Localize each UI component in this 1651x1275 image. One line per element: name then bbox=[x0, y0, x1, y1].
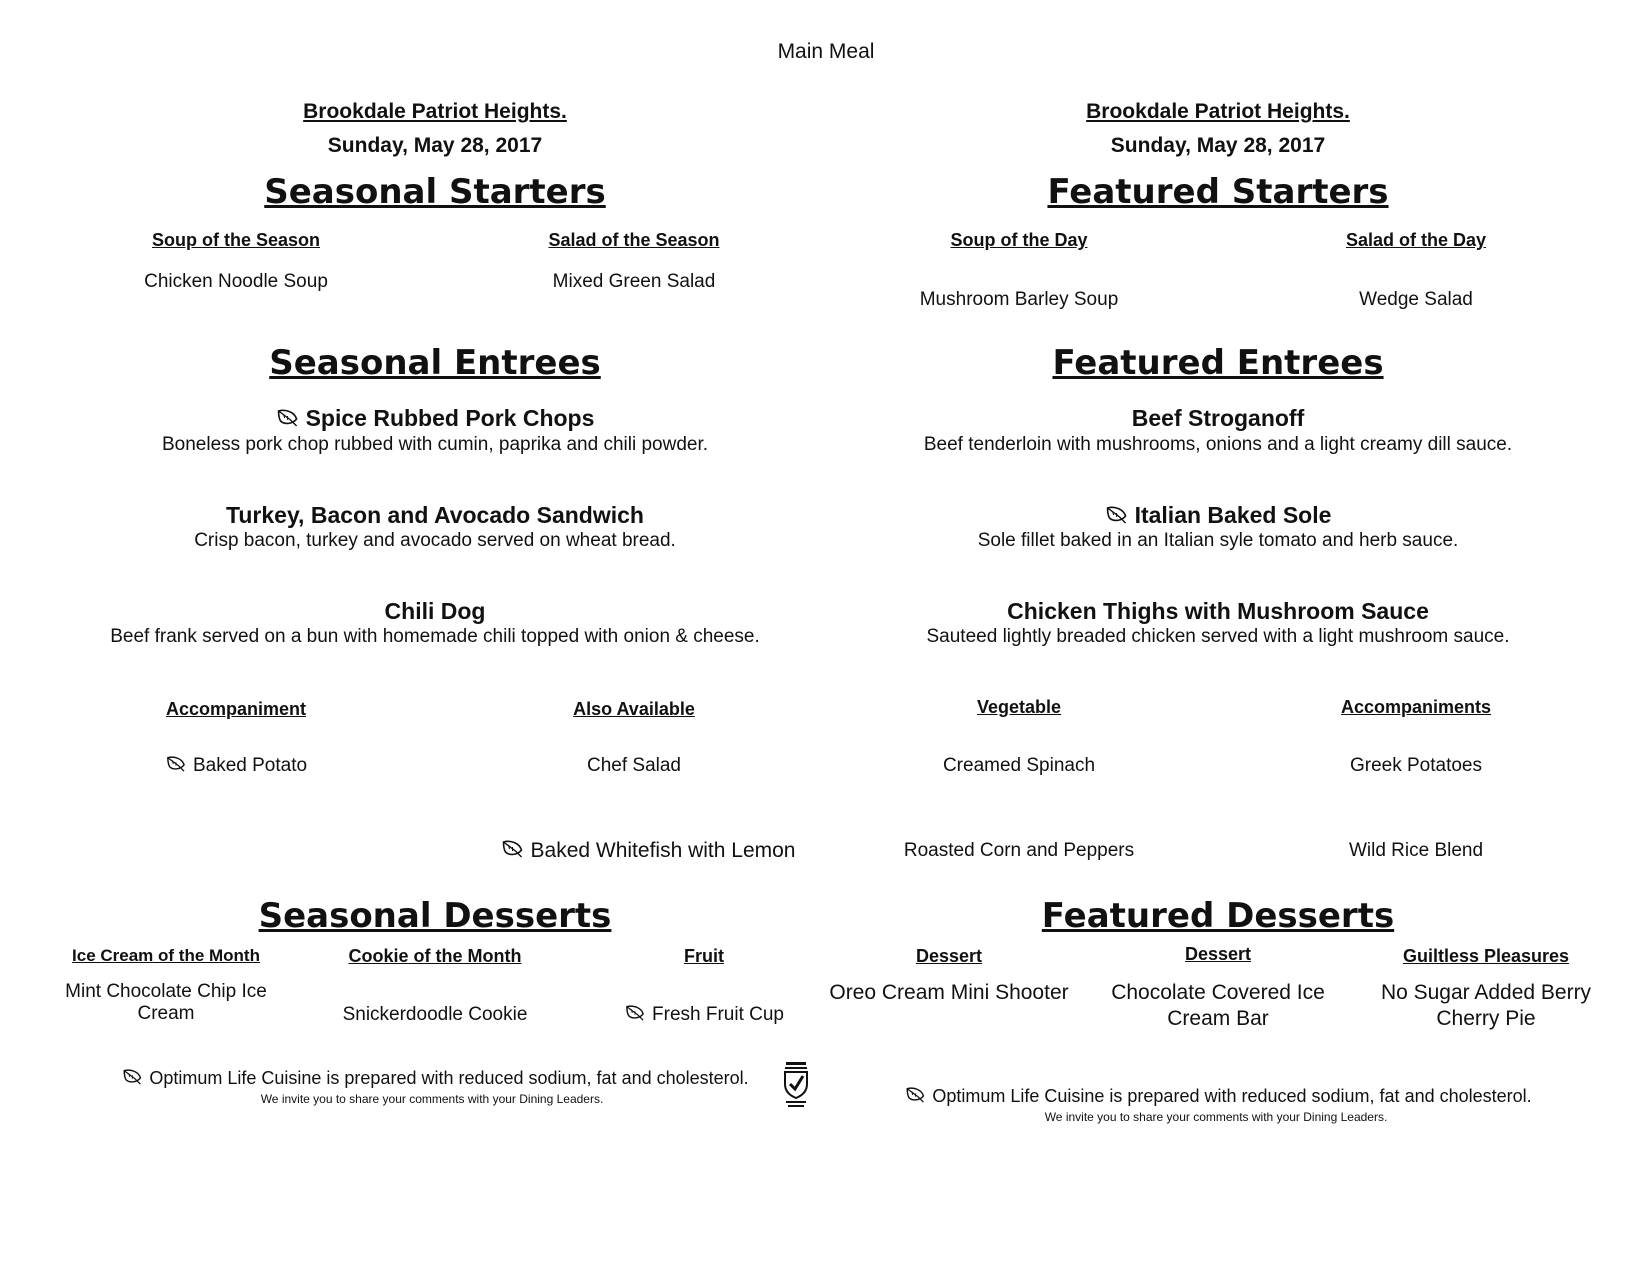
invite-left: We invite you to share your comments with your Dining Leaders. bbox=[260, 1092, 604, 1106]
vegetable-item: Creamed Spinach bbox=[942, 755, 1096, 776]
leaf-icon bbox=[624, 1004, 646, 1022]
accompaniment-heading: Accompaniment bbox=[165, 699, 307, 719]
leaf-icon bbox=[121, 1068, 143, 1086]
accompaniment-item bbox=[165, 755, 307, 777]
cookie-item: Snickerdoodle Cookie bbox=[342, 1004, 528, 1025]
fruit-item bbox=[624, 1004, 784, 1026]
extra-item-text: Baked Whitefish with Lemon bbox=[530, 839, 796, 862]
menu-date-left: Sunday, May 28, 2017 bbox=[327, 134, 543, 157]
soup-of-season-heading: Soup of the Season bbox=[151, 230, 321, 250]
also-available-heading: Also Available bbox=[573, 699, 695, 719]
leaf-icon bbox=[501, 839, 525, 859]
featured-entrees-heading: Featured Entrees bbox=[1052, 343, 1384, 383]
seasonal-starters-heading: Seasonal Starters bbox=[264, 172, 606, 212]
salad-of-season-heading: Salad of the Season bbox=[548, 230, 720, 250]
seasonal-desserts-heading: Seasonal Desserts bbox=[258, 896, 612, 936]
footnote-right-text: Optimum Life Cuisine is prepared with reduced sodium, fat and cholesterol. bbox=[932, 1086, 1532, 1106]
leaf-icon bbox=[165, 755, 187, 773]
dessert-item: Chocolate Covered Ice Cream Bar bbox=[1111, 981, 1325, 1030]
invite-right: We invite you to share your comments with your Dining Leaders. bbox=[1044, 1110, 1388, 1124]
fruit-heading: Fruit bbox=[684, 946, 724, 966]
entree-name: Chili Dog bbox=[384, 598, 486, 624]
entree-name bbox=[1105, 502, 1332, 529]
extra-item bbox=[501, 839, 796, 863]
page-title: Main Meal bbox=[777, 40, 875, 63]
entree-name: Chicken Thighs with Mushroom Sauce bbox=[1007, 598, 1429, 624]
footnote-left-text: Optimum Life Cuisine is prepared with reduced sodium, fat and cholesterol. bbox=[149, 1068, 749, 1088]
menu-badge-icon bbox=[782, 1062, 810, 1108]
dessert-heading: Dessert bbox=[915, 946, 983, 966]
salad-of-season-item: Mixed Green Salad bbox=[552, 271, 716, 292]
ice-cream-heading: Ice Cream of the Month bbox=[72, 946, 260, 965]
entree-description: Sole fillet baked in an Italian syle tomato and herb sauce. bbox=[977, 530, 1459, 551]
entree-description: Beef frank served on a bun with homemade chili topped with onion & cheese. bbox=[110, 626, 760, 647]
accompaniments-item: Wild Rice Blend bbox=[1348, 840, 1484, 861]
salad-of-day-heading: Salad of the Day bbox=[1345, 230, 1487, 250]
venue-name-left: Brookdale Patriot Heights. bbox=[303, 100, 567, 123]
guiltless-pleasures-heading: Guiltless Pleasures bbox=[1402, 946, 1570, 966]
entree-name-text: Italian Baked Sole bbox=[1134, 502, 1332, 528]
entree-description: Crisp bacon, turkey and avocado served on wheat bread. bbox=[194, 530, 676, 551]
cookie-heading: Cookie of the Month bbox=[348, 946, 522, 966]
accompaniment-item-text: Baked Potato bbox=[192, 755, 308, 776]
leaf-icon bbox=[276, 408, 300, 428]
leaf-icon bbox=[904, 1086, 926, 1104]
menu-date-right: Sunday, May 28, 2017 bbox=[1110, 134, 1326, 157]
featured-desserts-heading: Featured Desserts bbox=[1041, 896, 1395, 936]
entree-description: Sauteed lightly breaded chicken served with a light mushroom sauce. bbox=[926, 626, 1510, 647]
ice-cream-item: Mint Chocolate Chip Ice Cream bbox=[65, 981, 267, 1024]
entree-description: Boneless pork chop rubbed with cumin, paprika and chili powder. bbox=[161, 434, 709, 455]
also-available-item: Chef Salad bbox=[586, 755, 682, 776]
entree-name: Turkey, Bacon and Avocado Sandwich bbox=[226, 502, 644, 528]
footnote-right bbox=[904, 1086, 1531, 1107]
venue-name-right: Brookdale Patriot Heights. bbox=[1086, 100, 1350, 123]
accompaniments-item: Greek Potatoes bbox=[1349, 755, 1483, 776]
dessert-heading: Dessert bbox=[1184, 944, 1252, 964]
entree-name bbox=[276, 405, 595, 432]
accompaniments-heading: Accompaniments bbox=[1340, 697, 1492, 717]
fruit-item-text: Fresh Fruit Cup bbox=[652, 1004, 784, 1025]
entree-name-text: Spice Rubbed Pork Chops bbox=[305, 405, 595, 431]
vegetable-heading: Vegetable bbox=[976, 697, 1062, 717]
guiltless-pleasures-item: No Sugar Added Berry Cherry Pie bbox=[1380, 981, 1592, 1030]
seasonal-entrees-heading: Seasonal Entrees bbox=[269, 343, 601, 383]
leaf-icon bbox=[1105, 505, 1129, 525]
dessert-item: Oreo Cream Mini Shooter bbox=[829, 981, 1069, 1004]
soup-of-day-heading: Soup of the Day bbox=[950, 230, 1088, 250]
footnote-left bbox=[121, 1068, 748, 1089]
entree-name: Beef Stroganoff bbox=[1131, 405, 1305, 431]
salad-of-day-item: Wedge Salad bbox=[1359, 289, 1473, 310]
entree-description: Beef tenderloin with mushrooms, onions and a light creamy dill sauce. bbox=[923, 434, 1513, 455]
soup-of-day-item: Mushroom Barley Soup bbox=[919, 289, 1119, 310]
vegetable-item: Roasted Corn and Peppers bbox=[903, 840, 1135, 861]
soup-of-season-item: Chicken Noodle Soup bbox=[144, 271, 328, 292]
featured-starters-heading: Featured Starters bbox=[1047, 172, 1389, 212]
